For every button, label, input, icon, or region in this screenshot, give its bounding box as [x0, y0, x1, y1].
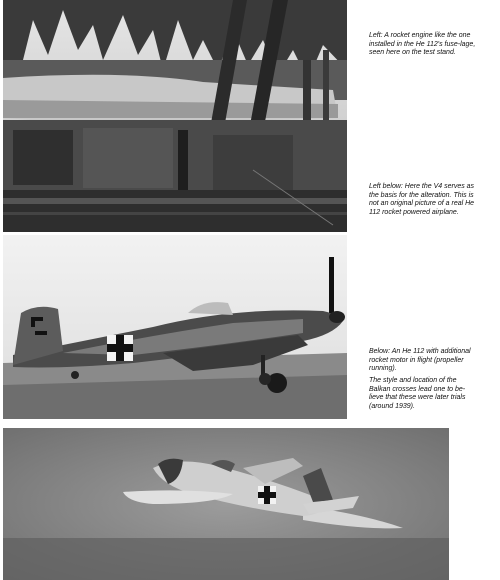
caption-rocket-test-stand: Left: A rocket engine like the one installed in the He 112's fuse-lage, seen here on the test stand. [369, 32, 476, 57]
caption-v4-alteration: Left below: Here the V4 serves as the basis for the alteration. This is not an original picture of a real He 112 rocket powered airplane. [369, 183, 475, 216]
photo-rocket-test-stand-image [3, 0, 347, 232]
caption-rocket-flight: Below: An He 112 with additional rocket motor in flight (propeller running). [369, 348, 471, 373]
photo-rocket-test-stand [3, 0, 347, 232]
photo-he112-v4-ground [3, 235, 347, 419]
photo-he112-rocket-flight [3, 428, 449, 580]
photo-he112-rocket-flight-image [3, 428, 449, 580]
caption-balkan-crosses: The style and location of the Balkan crosses lead one to be-lieve that these were later trials (around 1939). [369, 377, 466, 410]
photo-he112-v4-ground-image [3, 235, 347, 419]
